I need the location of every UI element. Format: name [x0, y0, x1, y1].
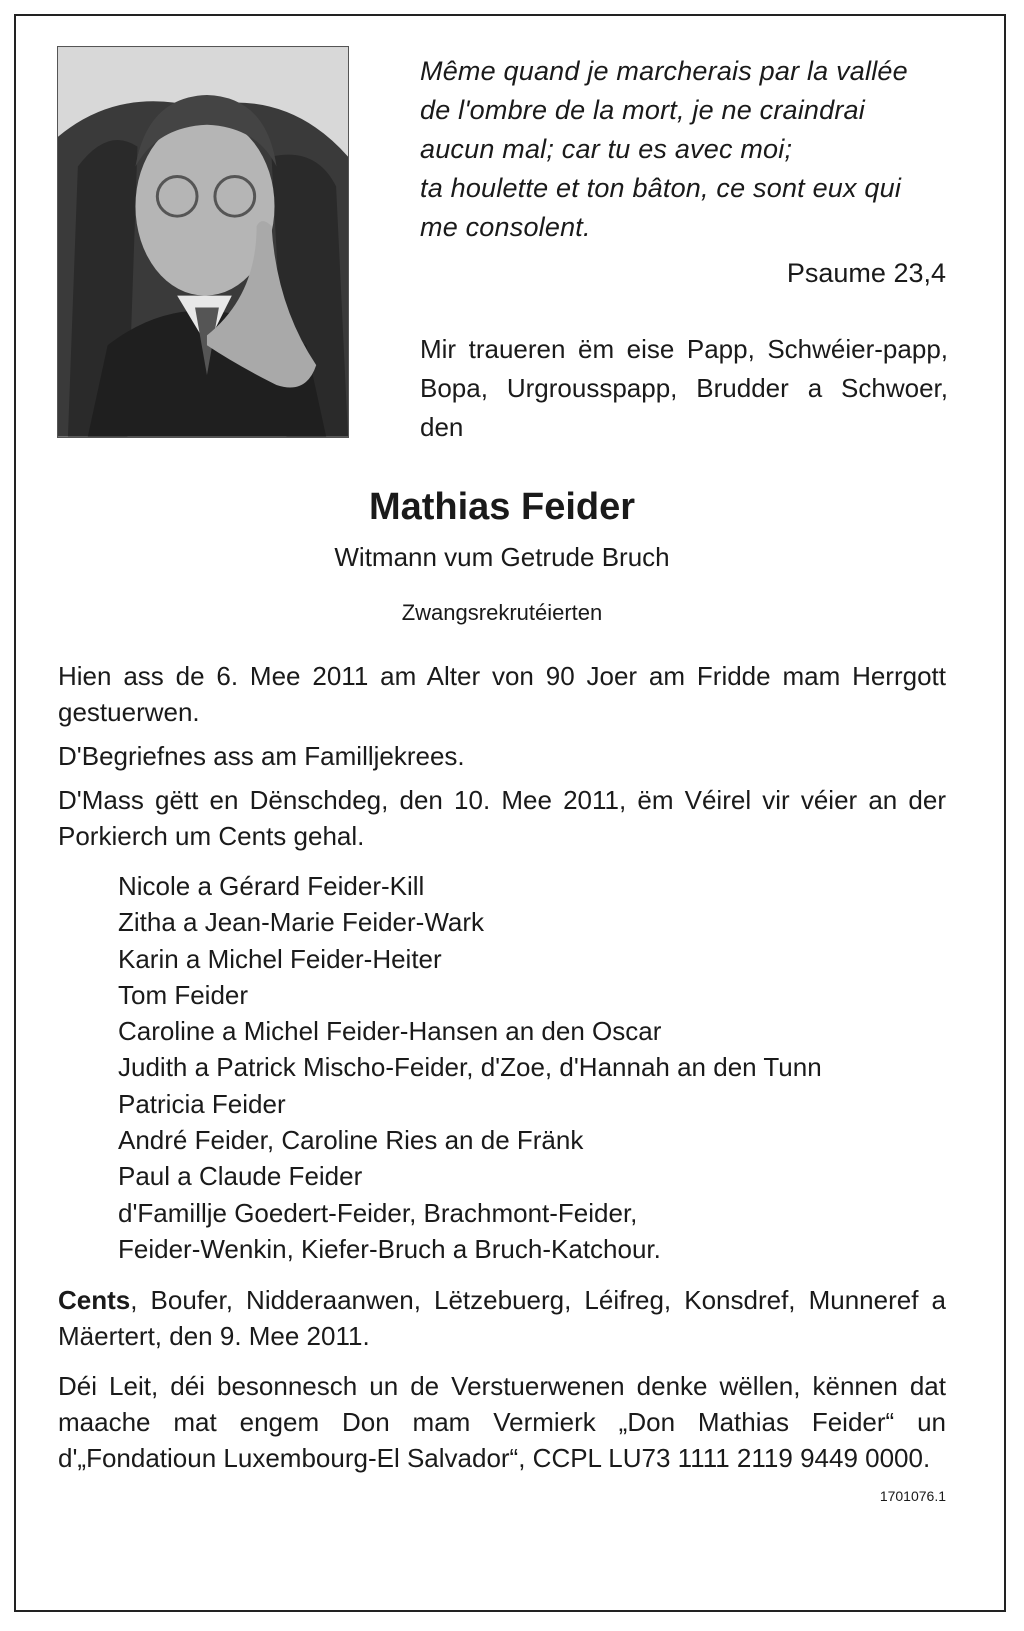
quote-line: ta houlette et ton bâton, ce sont eux qui	[420, 173, 902, 203]
quote-line: me consolent.	[420, 212, 591, 242]
mourner-entry: d'Famillje Goedert-Feider, Brachmont-Feider,	[118, 1197, 638, 1228]
places-rest: , Boufer, Nidderaanwen, Lëtzebuerg, Léifreg, Konsdref, Munneref a Mäertert, den 9. Mee 2011.	[58, 1285, 946, 1351]
quote-line: Même quand je marcherais par la vallée	[420, 56, 908, 86]
quote-line: aucun mal; car tu es avec moi;	[420, 134, 793, 164]
quote-reference: Psaume 23,4	[786, 258, 946, 288]
places-and-date	[58, 1282, 946, 1354]
reference-code: 1701076.1	[879, 1488, 946, 1504]
status-note: Zwangsrekrutéierten	[401, 600, 603, 625]
widow-of: Witmann vum Getrude Bruch	[334, 542, 670, 572]
place-bold: Cents	[58, 1285, 131, 1315]
mourner-entry: Nicole a Gérard Feider-Kill	[118, 871, 425, 901]
mourner-entry: André Feider, Caroline Ries an de Fränk	[118, 1125, 584, 1156]
mourner-entry: Patricia Feider	[118, 1088, 286, 1119]
portrait-photo	[57, 46, 349, 438]
mourner-entry: Caroline a Michel Feider-Hansen an den Oscar	[118, 1016, 662, 1047]
death-paragraph: Hien ass de 6. Mee 2011 am Alter von 90 Joer am Fridde mam Herrgott gestuerwen.	[58, 661, 946, 727]
mourner-entry: Tom Feider	[118, 979, 249, 1010]
burial-paragraph: D'Begriefnes ass am Familljekrees.	[58, 741, 465, 771]
quote-line: de l'ombre de la mort, je ne craindrai	[420, 95, 865, 125]
mourner-entry: Karin a Michel Feider-Heiter	[118, 943, 442, 974]
deceased-name: Mathias Feider	[368, 486, 636, 528]
mourner-entry: Zitha a Jean-Marie Feider-Wark	[118, 907, 485, 938]
mourning-intro: Mir traueren ëm eise Papp, Schwéier-papp, Bopa, Urgrousspapp, Brudder a Schwoer, den	[420, 334, 948, 442]
mourner-entry: Judith a Patrick Mischo-Feider, d'Zoe, d'Hannah an den Tunn	[118, 1052, 822, 1083]
mourner-entry: Paul a Claude Feider	[118, 1161, 363, 1192]
mass-paragraph: D'Mass gëtt en Dënschdeg, den 10. Mee 2011, ëm Véirel vir véier an der Porkierch um Cents gehal.	[58, 785, 946, 851]
mourner-entry: Feider-Wenkin, Kiefer-Bruch a Bruch-Katchour.	[118, 1233, 661, 1264]
psalm-quote	[420, 52, 950, 247]
mourners-list	[118, 868, 958, 1267]
donation-note: Déi Leit, déi besonnesch un de Verstuerwenen denke wëllen, kënnen dat maache mat engem Don mam Vermierk „Don Mathias Feider“ un d'„Fondatioun Luxembourg-El Salvador“, CCPL LU73 1111 2119 9449 0000.	[58, 1371, 946, 1473]
